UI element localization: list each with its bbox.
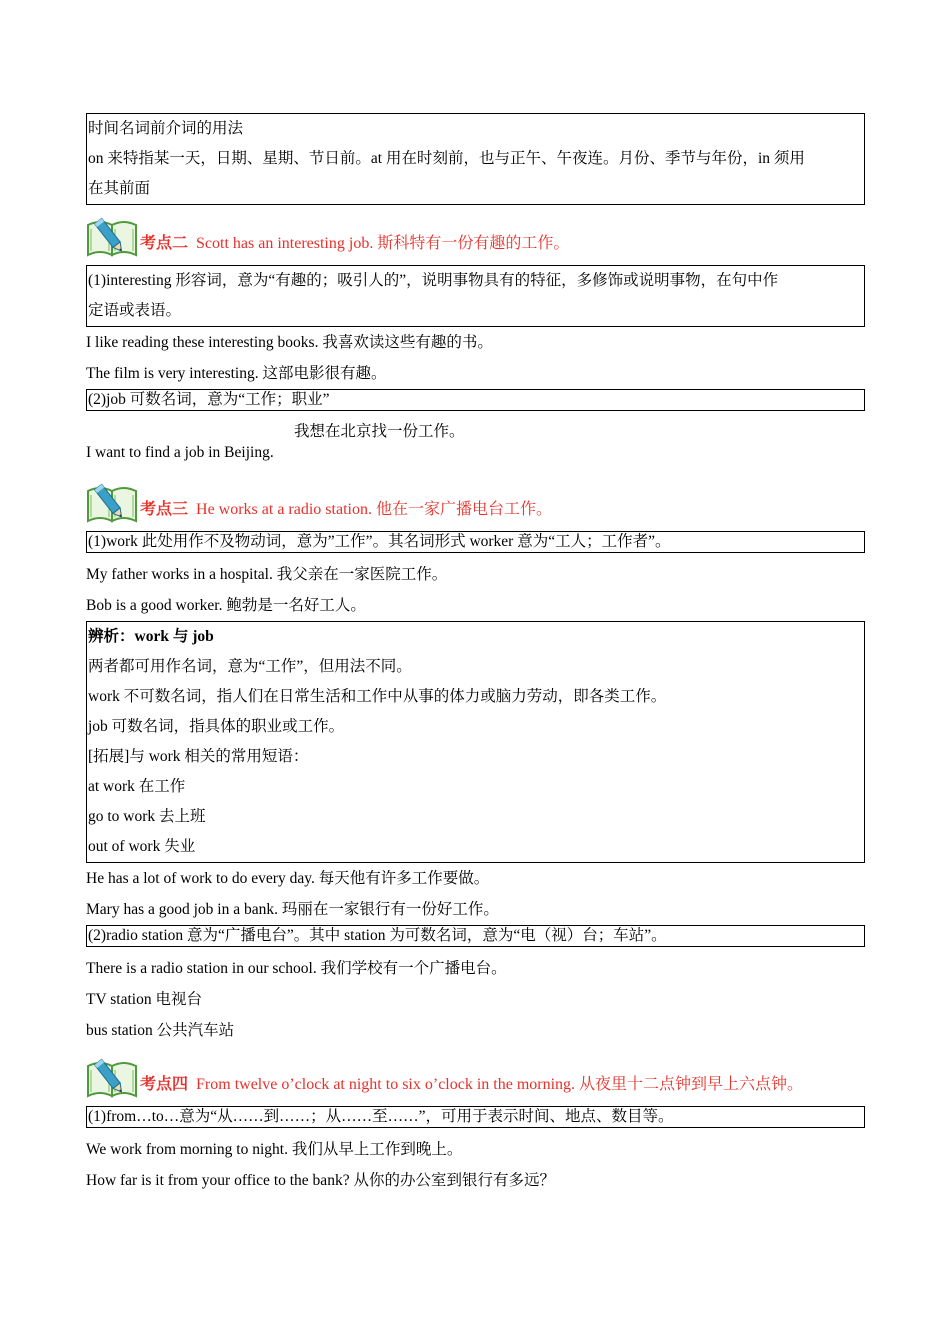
book-pencil-icon — [86, 477, 140, 525]
analysis-line: out of work 失业 — [88, 838, 196, 855]
example-sentence: Mary has a good job in a bank. 玛丽在一家银行有一份好工作。 — [86, 901, 499, 918]
note-box-radio-station — [86, 925, 865, 947]
note-line: 定语或表语。 — [88, 302, 182, 319]
example-sentence: Bob is a good worker. 鲍勃是一名好工人。 — [86, 597, 366, 614]
analysis-line: work 不可数名词，指人们在日常生活和工作中从事的体力或脑力劳动，即各类工作。 — [88, 688, 667, 705]
note-line: 时间名词前介词的用法 — [88, 120, 244, 137]
point-four-heading — [86, 1052, 865, 1100]
document-page — [86, 113, 865, 1196]
analysis-title: 辨析：work 与 job — [88, 628, 214, 645]
analysis-box-work-vs-job — [86, 621, 865, 863]
example-sentence: The film is very interesting. 这部电影很有趣。 — [86, 365, 387, 382]
point-three-heading — [86, 477, 865, 525]
example-sentence: bus station 公共汽车站 — [86, 1022, 235, 1039]
note-line: 在其前面 — [88, 180, 151, 197]
example-sentence: I want to find a job in Beijing. — [86, 444, 274, 461]
note-line: (1)work 此处用作不及物动词，意为”工作”。其名词形式 worker 意为“工人；工作者”。 — [88, 533, 671, 550]
note-box-from-to — [86, 1106, 865, 1128]
analysis-line: [拓展]与 work 相关的常用短语： — [88, 748, 309, 765]
example-sentence: There is a radio station in our school. 我们学校有一个广播电台。 — [86, 960, 507, 977]
example-translation: 我想在北京找一份工作。 — [294, 423, 465, 440]
note-box-prepositions — [86, 113, 865, 205]
book-pencil-icon — [86, 211, 140, 259]
note-line: (2)job 可数名词，意为“工作；职业” — [88, 391, 330, 408]
note-line: (2)radio station 意为“广播电台”。其中 station 为可数名词，意为“电（视）台；车站”。 — [88, 927, 667, 944]
example-sentence: TV station 电视台 — [86, 991, 202, 1008]
note-line: on 来特指某一天，日期、星期、节日前。at 用在时刻前，也与正午、午夜连。月份、季节与年份，in 须用 — [88, 150, 805, 167]
example-sentence: I like reading these interesting books. 我喜欢读这些有趣的书。 — [86, 334, 493, 351]
example-sentence: We work from morning to night. 我们从早上工作到晚上。 — [86, 1141, 463, 1158]
note-box-job — [86, 389, 865, 411]
point-title: He works at a radio station. 他在一家广播电台工作。 — [196, 501, 552, 518]
point-title: Scott has an interesting job. 斯科特有一份有趣的工作。 — [196, 235, 570, 252]
example-sentence: My father works in a hospital. 我父亲在一家医院工作。 — [86, 566, 448, 583]
note-line: (1)interesting 形容词，意为“有趣的；吸引人的”，说明事物具有的特征，多修饰或说明事物，在句中作 — [88, 272, 779, 289]
example-sentence: He has a lot of work to do every day. 每天他有许多工作要做。 — [86, 870, 490, 887]
point-two-heading — [86, 211, 865, 259]
note-box-work — [86, 531, 865, 553]
analysis-line: go to work 去上班 — [88, 808, 206, 825]
analysis-line: job 可数名词，指具体的职业或工作。 — [88, 718, 345, 735]
point-label: 考点二 — [140, 235, 189, 252]
point-label: 考点四 — [140, 1076, 189, 1093]
point-title: From twelve o’clock at night to six o’clock in the morning. 从夜里十二点钟到早上六点钟。 — [196, 1076, 804, 1093]
note-box-interesting — [86, 265, 865, 327]
note-line: (1)from…to…意为“从……到……；从……至……”，可用于表示时间、地点、数目等。 — [88, 1108, 674, 1125]
example-sentence: How far is it from your office to the bank? 从你的办公室到银行有多远？ — [86, 1172, 555, 1189]
point-label: 考点三 — [140, 501, 189, 518]
analysis-line: 两者都可用作名词，意为“工作”，但用法不同。 — [88, 658, 412, 675]
analysis-line: at work 在工作 — [88, 778, 186, 795]
book-pencil-icon — [86, 1052, 140, 1100]
